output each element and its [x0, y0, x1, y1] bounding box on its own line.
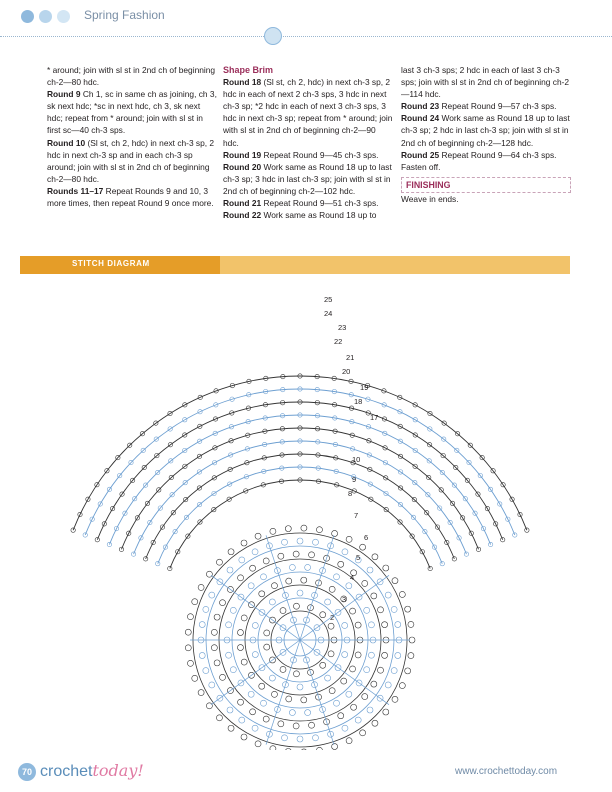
paragraph: Round 18 (Sl st, ch 2, hdc) in next ch-3 sp, 2 hdc in each of next 2 ch-3 sps, 3 hdc in next ch-3 sp; *2 hdc in each of next 3 ch-3 sps, 3 hdc in next ch-3 sp; repeat from * around; join with sl st in 2nd ch of beginning ch-2—90 hdc. [223, 77, 393, 148]
stitch-loop [301, 749, 307, 750]
paragraph: Round 20 Work same as Round 18 up to last ch-3 sp; 3 hdc in last ch-3 sp; join with sl st in 2nd ch of beginning ch-2—102 hdc. [223, 161, 392, 196]
paragraph: * around; join with sl st in 2nd ch of beginning ch-2—80 hdc. [47, 65, 216, 88]
stitch-loop [227, 567, 233, 573]
stitch-loop [325, 599, 331, 605]
stitch-loop [382, 622, 388, 628]
brim-arc [134, 441, 467, 554]
stitch-loop [399, 683, 405, 689]
page-header [0, 0, 612, 40]
brim-arc [170, 480, 430, 568]
stitch-loop [71, 528, 75, 532]
stitch-loop [364, 607, 370, 613]
stitch-loop [329, 688, 335, 694]
header-divider [0, 36, 612, 37]
stitch-loop [192, 675, 198, 681]
stitch-loop [214, 660, 220, 666]
stitch-loop [226, 622, 232, 628]
round-label: 20 [342, 367, 351, 376]
stitch-loop [252, 652, 258, 658]
paragraph: last 3 ch-3 sps; 2 hdc in each of last 3 ch-3 sps; join with sl st in 2nd ch of beginning ch-2—114 hdc. [401, 65, 570, 100]
stitch-loop [346, 583, 352, 589]
stitch-loop [280, 666, 286, 672]
stitch-loop [255, 741, 261, 747]
stitch-loop [355, 622, 361, 628]
stitch-loop [332, 530, 338, 536]
stitch-loop [226, 652, 232, 658]
stitch-loop [392, 578, 398, 584]
stitch-loop [269, 599, 275, 605]
stitch-loop [346, 536, 352, 542]
stitch-loop [248, 691, 254, 697]
stitch-loop [385, 592, 391, 598]
stitch-loop [346, 738, 352, 744]
stitch-loop [362, 580, 368, 586]
stitch-loop [320, 662, 326, 668]
stitch-loop [228, 549, 234, 555]
round-label: 10 [352, 455, 361, 464]
brim-arcs [71, 374, 529, 571]
stitch-loop [391, 606, 397, 612]
stitch-loop [382, 652, 388, 658]
stitch-loop [187, 660, 193, 666]
stitch-loop [316, 527, 322, 533]
stitch-loop [271, 583, 277, 589]
brand-logo: crochettoday! [40, 761, 144, 780]
stitch-loop [383, 565, 389, 571]
stitch-loop [198, 690, 204, 696]
paragraph: Round 24 Work same as Round 18 up to last ch-3 sp; 2 hdc in last ch-3 sp; join with sl st in 2nd ch of beginning ch-2—128 hdc. [401, 113, 570, 148]
stitch-loop [250, 709, 256, 715]
round-label: 23 [338, 323, 347, 332]
round-label: 24 [324, 309, 333, 318]
banner-label: STITCH DIAGRAM [72, 259, 150, 268]
stitch-loop [301, 697, 307, 703]
round-label: 21 [346, 353, 355, 362]
stitch-loop [269, 675, 275, 681]
stitch-loop [239, 557, 245, 563]
stitch-loop [282, 539, 288, 545]
stitch-loop [259, 591, 265, 597]
stitch-loop [238, 699, 244, 705]
stitch-loop [392, 696, 398, 702]
stitch-loop [241, 659, 247, 665]
round-label: 25 [324, 295, 333, 304]
stitch-loop [316, 747, 322, 750]
section-heading: Shape Brim [223, 65, 274, 75]
stitch-loop [263, 716, 269, 722]
stitch-loop [252, 549, 258, 555]
stitch-loop [371, 681, 377, 687]
stitch-loop [220, 674, 226, 680]
stitch-loop [405, 668, 411, 674]
stitch-loop [203, 668, 209, 674]
stitch-loop [248, 583, 254, 589]
stitch-loop [368, 622, 374, 628]
stitch-loop [334, 574, 340, 580]
stitch-loop [261, 700, 267, 706]
stitch-loop [328, 651, 334, 657]
stitch-loop [372, 554, 378, 560]
stitch-loop [297, 736, 303, 742]
stitch-loop [293, 671, 299, 677]
stitch-loop [185, 629, 191, 635]
stitch-loop [237, 629, 243, 635]
stitch-loop [293, 603, 299, 609]
stitch-loop [325, 675, 331, 681]
stitch-loop [199, 652, 205, 658]
stitch-loop [305, 710, 311, 716]
stitch-loop [278, 721, 284, 727]
stitch-loop [206, 571, 212, 577]
stitch-loop [230, 607, 236, 613]
stitch-loop [209, 592, 215, 598]
stitch-loop [368, 652, 374, 658]
stitch-loop [309, 552, 315, 558]
text-column-3 [401, 64, 571, 205]
flower-dot-icon [21, 10, 34, 23]
stitch-loop [238, 575, 244, 581]
paragraph: Round 9 Ch 1, sc in same ch as joining, ch 3, sk next hdc; *sc in next hdc, ch 3, sk next hdc; repeat from * around; join with sl st in first sc—40 ch-3 sps. [47, 89, 217, 136]
round-label: 8 [348, 489, 353, 498]
round-label: 22 [334, 337, 343, 346]
stitch-loop [395, 622, 401, 628]
stitch-loop [278, 553, 284, 559]
stitch-loop [301, 525, 307, 531]
stitch-loop [338, 561, 344, 567]
stitch-loop [312, 539, 318, 545]
stitch-loop [309, 722, 315, 728]
stitch-loop [264, 630, 270, 636]
stitch-loop [378, 667, 384, 673]
brim-arc [146, 454, 455, 559]
stitch-loop [488, 542, 492, 546]
stitch-loop [383, 709, 389, 715]
round-label: 2 [330, 613, 335, 622]
stitch-loop [227, 707, 233, 713]
website-url: www.crochettoday.com [455, 766, 558, 777]
stitch-loop [385, 682, 391, 688]
stitch-loop [346, 691, 352, 697]
stitch-loop [293, 551, 299, 557]
stitch-loop [342, 549, 348, 555]
stitch-loop [286, 578, 292, 584]
stitch-loop [252, 622, 258, 628]
round-label: 17 [370, 413, 379, 422]
stitch-loop [408, 653, 414, 659]
stitch-loop [187, 614, 193, 620]
stitch-loop [199, 622, 205, 628]
stitch-loop [364, 667, 370, 673]
round-label: 3 [342, 595, 347, 604]
brim-arc [158, 467, 443, 564]
stitch-loop [203, 606, 209, 612]
stitch-loop [395, 652, 401, 658]
stitch-loop [83, 533, 87, 537]
page-number: 70 [18, 763, 36, 781]
stitch-loop [263, 558, 269, 564]
stitch-loop [328, 623, 334, 629]
round-label: 19 [360, 383, 369, 392]
stitch-loop [282, 735, 288, 741]
stitch-loop [289, 710, 295, 716]
stitch-diagram [60, 290, 540, 750]
stitch-loop [241, 734, 247, 740]
round-label: 6 [364, 533, 369, 542]
brim-arc [73, 376, 527, 530]
round-label: 9 [352, 475, 357, 484]
stitch-loop [239, 717, 245, 723]
stitch-loop [342, 725, 348, 731]
paragraph: Round 21 Repeat Round 9—51 ch-3 sps. [223, 198, 379, 209]
stitch-loop [372, 720, 378, 726]
paragraph: Round 23 Repeat Round 9—57 ch-3 sps. [401, 101, 557, 112]
stitch-loop [350, 666, 356, 672]
stitch-loop [312, 735, 318, 741]
stitch-loop [378, 607, 384, 613]
stitch-loop [241, 615, 247, 621]
stitch-loop [360, 730, 366, 736]
stitch-loop [329, 586, 335, 592]
stitch-loop [513, 533, 517, 537]
stitch-loop [220, 600, 226, 606]
stitch-loop [185, 645, 191, 651]
round-label: 18 [354, 397, 363, 406]
stitch-loop [355, 717, 361, 723]
stitch-loop [408, 621, 414, 627]
stitch-loop [264, 644, 270, 650]
stitch-loop [391, 668, 397, 674]
stitch-loop [332, 744, 338, 750]
stitch-loop [211, 629, 217, 635]
finishing-text: Weave in ends. [401, 193, 459, 204]
paragraph: Round 25 Repeat Round 9—64 ch-3 sps. Fasten off. [401, 149, 557, 172]
radial-spoke [211, 640, 300, 705]
stitch-loop [351, 704, 357, 710]
stitch-loop [399, 591, 405, 597]
stitch-loop [286, 696, 292, 702]
stitch-loop [289, 564, 295, 570]
stitch-loop [214, 614, 220, 620]
stitch-loop [360, 544, 366, 550]
stitch-loop [206, 703, 212, 709]
stitch-loop [259, 683, 265, 689]
paragraph: Rounds 11–17 Repeat Rounds 9 and 10, 3 more times, then repeat Round 9 once more. [47, 185, 214, 209]
stitch-loop [216, 559, 222, 565]
stitch-loop [270, 528, 276, 534]
section-title: Spring Fashion [84, 8, 165, 22]
stitch-loop [362, 694, 368, 700]
paragraph: Round 19 Repeat Round 9—45 ch-3 sps. [223, 149, 379, 160]
stitch-loop [350, 608, 356, 614]
stitch-loop [198, 584, 204, 590]
stitch-loop [367, 567, 373, 573]
text-column-1 [47, 64, 217, 209]
stitch-loop [285, 526, 291, 532]
stitch-loop [270, 746, 276, 750]
stitch-loop [209, 682, 215, 688]
stitch-loop [342, 652, 348, 658]
stitch-loop [355, 652, 361, 658]
stitch-loop [405, 606, 411, 612]
stitch-loop [271, 691, 277, 697]
circle-dot-icon [39, 10, 52, 23]
stitch-loop [107, 542, 111, 546]
stitch-loop [252, 725, 258, 731]
round-label: 7 [354, 511, 359, 520]
stitch-loop [192, 599, 198, 605]
stitch-loop [237, 645, 243, 651]
stitch-loop [297, 684, 303, 690]
stitch-loop [230, 667, 236, 673]
stitch-loop [216, 715, 222, 721]
stitch-loop [342, 622, 348, 628]
stitch-loop [338, 713, 344, 719]
stitch-loop [297, 538, 303, 544]
radial-spoke [211, 575, 300, 640]
stitch-loop [285, 748, 291, 750]
stitch-loop [305, 564, 311, 570]
stitch-loop [297, 590, 303, 596]
stitch-loop [241, 540, 247, 546]
paragraph: Round 22 Work same as Round 18 up to [223, 210, 377, 221]
paragraph: Round 10 (Sl st, ch 2, hdc) in next ch-3 sp, 2 hdc in next ch-3 sp and in each ch-3 sp around; join with sl st in 2nd ch of beginning ch-2—80 hdc. [47, 137, 215, 184]
stitch-loop [261, 574, 267, 580]
stitch-loop [211, 645, 217, 651]
stitch-loop [341, 678, 347, 684]
circle-dot-icon [57, 10, 70, 23]
stitch-loop [367, 707, 373, 713]
stitch-loop [371, 593, 377, 599]
crown-rings [185, 525, 415, 750]
finishing-heading: FINISHING [401, 177, 571, 193]
text-column-2 [223, 64, 393, 221]
round-label: 5 [356, 553, 361, 562]
stitch-loop [228, 725, 234, 731]
stitch-loop [280, 608, 286, 614]
stitch-loop [301, 577, 307, 583]
stitch-loop [320, 612, 326, 618]
stitch-loop [250, 565, 256, 571]
stitch-loop [293, 723, 299, 729]
flower-ornament-icon [264, 27, 282, 45]
stitch-loop [255, 533, 261, 539]
stitch-loop [334, 700, 340, 706]
round-label: 4 [350, 573, 355, 582]
